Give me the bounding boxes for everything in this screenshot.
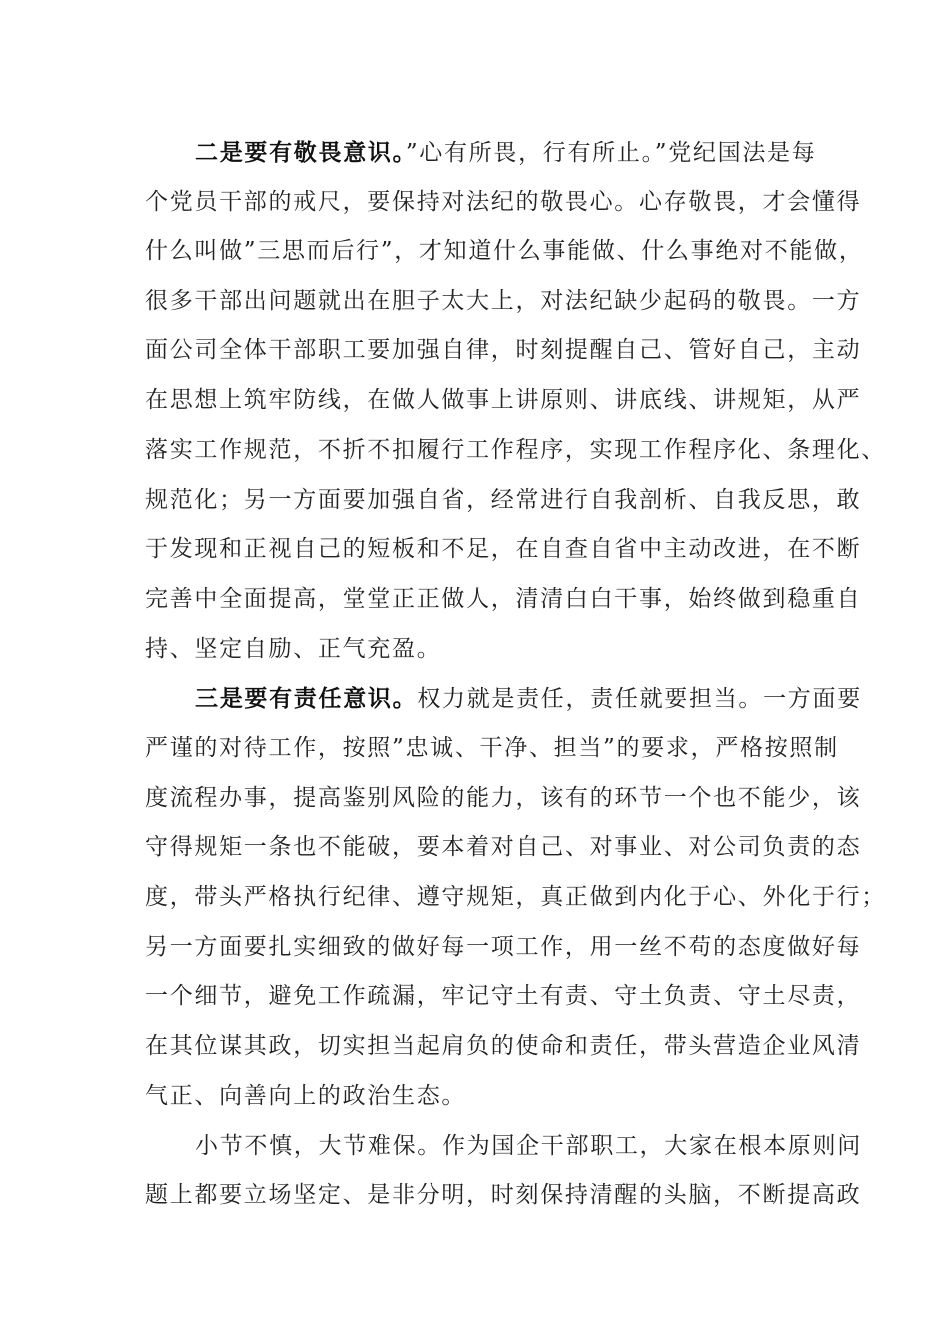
paragraph-2-line-2: 严谨的对待工作，按照”忠诚、干净、担当”的要求，严格按照制	[145, 735, 839, 761]
paragraph-2-line-3: 度流程办事，提高鉴别风险的能力，该有的环节一个也不能少，该	[145, 785, 862, 811]
paragraph-1-line-11: 持、坚定自励、正气充盈。	[145, 636, 442, 662]
paragraph-1-line-10: 完善中全面提高，堂堂正正做人，清清白白干事，始终做到稳重自	[145, 586, 862, 612]
paragraph-3-line-2: 题上都要立场坚定、是非分明，时刻保持清醒的头脑，不断提高政	[145, 1182, 862, 1208]
paragraph-2-line-6: 另一方面要扎实细致的做好每一项工作，用一丝不苟的态度做好每	[145, 934, 862, 960]
paragraph-2-line-8: 在其位谋其政，切实担当起肩负的使命和责任，带头营造企业风清	[145, 1033, 862, 1059]
paragraph-2-lead: 三是要有责任意识。	[195, 685, 418, 712]
paragraph-1-text: ”心有所畏，行有所止。”党纪国法是每	[405, 140, 817, 166]
paragraph-1-line-5: 面公司全体干部职工要加强自律，时刻提醒自己、管好自己，主动	[145, 337, 862, 363]
paragraph-2-line-7: 一个细节，避免工作疏漏，牢记守土有责、守土负责、守土尽责，	[145, 983, 862, 1009]
paragraph-2-text: 权力就是责任，责任就要担当。一方面要	[417, 686, 862, 712]
paragraph-1-line-8: 规范化；另一方面要加强自省，经常进行自我剖析、自我反思，敢	[145, 487, 862, 513]
paragraph-1-line-3: 什么叫做”三思而后行”，才知道什么事能做、什么事绝对不能做，	[145, 238, 864, 264]
paragraph-1-line-2: 个党员干部的戒尺，要保持对法纪的敬畏心。心存敬畏，才会懂得	[145, 189, 862, 215]
paragraph-1-line-9: 于发现和正视自己的短板和不足，在自查自省中主动改进，在不断	[145, 536, 862, 562]
paragraph-1-line-6: 在思想上筑牢防线，在做人做事上讲原则、讲底线、讲规矩，从严	[145, 387, 862, 413]
paragraph-2-line-9: 气正、向善向上的政治生态。	[145, 1083, 467, 1109]
paragraph-1-line-7: 落实工作规范，不折不扣履行工作程序，实现工作程序化、条理化、	[145, 437, 886, 463]
paragraph-2-line-5: 度，带头严格执行纪律、遵守规矩，真正做到内化于心、外化于行；	[145, 884, 886, 910]
paragraph-1-line-4: 很多干部出问题就出在胆子太大上，对法纪缺少起码的敬畏。一方	[145, 288, 862, 314]
paragraph-1-lead: 二是要有敬畏意识。	[195, 139, 406, 166]
paragraph-3-line-1: 小节不慎，大节难保。作为国企干部职工，大家在根本原则问	[195, 1133, 862, 1159]
paragraph-2-line-4: 守得规矩一条也不能破，要本着对自己、对事业、对公司负责的态	[145, 834, 862, 860]
paragraph-2-line-1	[195, 682, 862, 716]
paragraph-1-line-1	[195, 136, 816, 170]
